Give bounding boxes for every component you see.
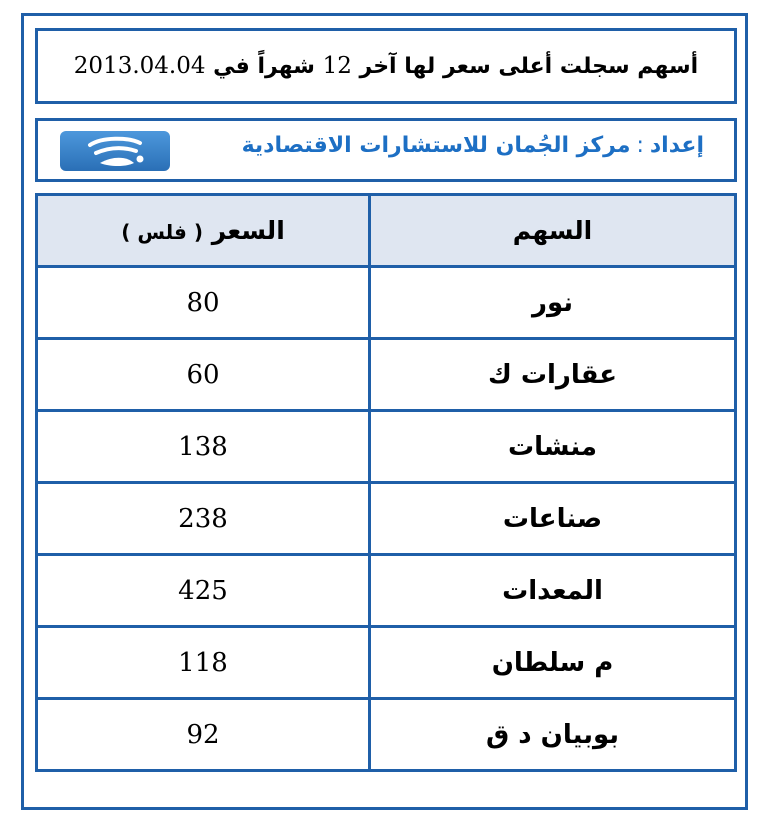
table-row [37,699,736,771]
table-row [37,555,736,627]
title-date: 2013.04.04 [73,53,206,79]
logo-mark-icon [70,133,160,169]
credit-org: مركز الجُمان للاستشارات الاقتصادية [241,133,631,158]
stock-price: 138 [37,411,370,483]
stock-price: 92 [37,699,370,771]
table-row [37,411,736,483]
title-box [35,28,737,104]
stock-name: م سلطان [370,627,736,699]
credit-label: إعداد [649,133,704,158]
title-suffix: شهراً في [213,54,315,79]
header-price [37,195,370,267]
stock-name: صناعات [370,483,736,555]
page-title [74,53,698,79]
stock-name: بوبيان د ق [370,699,736,771]
header-price-label: السعر [211,216,285,245]
stock-price: 425 [37,555,370,627]
table-row [37,627,736,699]
table-row [37,267,736,339]
stock-price: 80 [37,267,370,339]
price-table [35,193,737,772]
credit-separator: : [636,133,644,158]
stock-price: 60 [37,339,370,411]
credit-box [35,118,737,182]
stock-name: المعدات [370,555,736,627]
stock-name: منشات [370,411,736,483]
table-row [37,339,736,411]
stock-name: نور [370,267,736,339]
header-price-unit: ( فلس ) [121,220,203,244]
title-prefix: أسهم سجلت أعلى سعر لها آخر [359,54,699,79]
stock-price: 118 [37,627,370,699]
table-header-row [37,195,736,267]
header-stock: السهم [370,195,736,267]
credit-line [242,133,704,158]
table-row [37,483,736,555]
stock-price: 238 [37,483,370,555]
stock-name: عقارات ك [370,339,736,411]
title-months: 12 [322,53,352,79]
aljuman-logo-icon [60,131,170,171]
